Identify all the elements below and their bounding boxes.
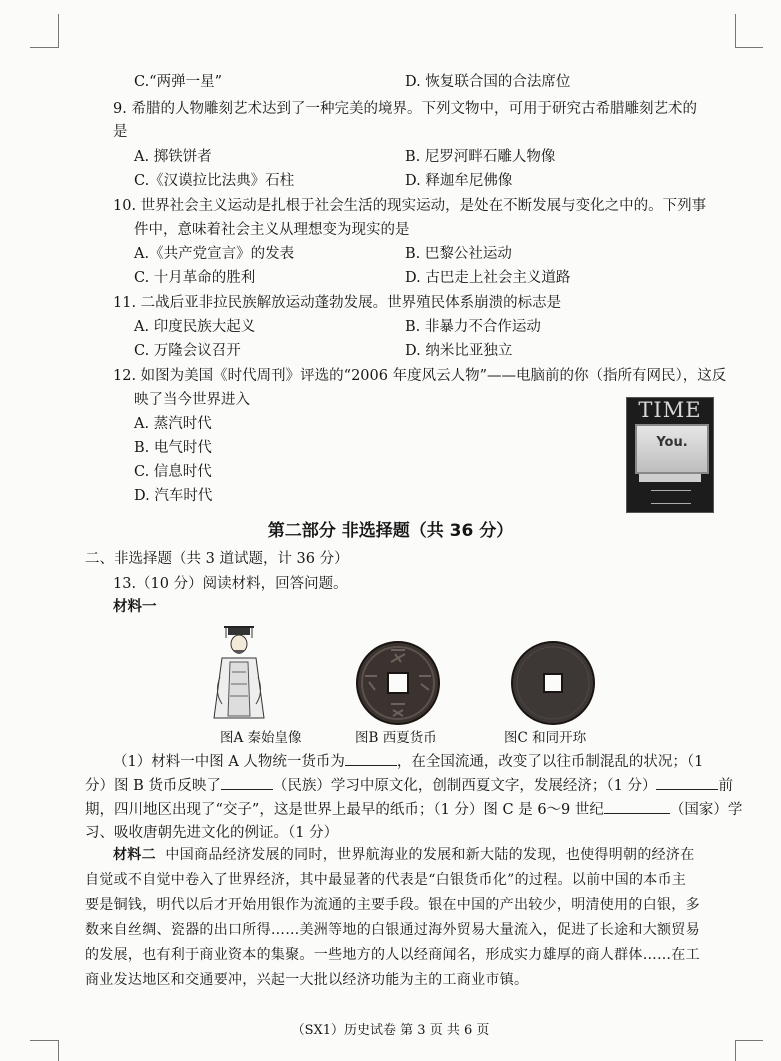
crop-mark-top-right-v (735, 14, 736, 48)
time-masthead: TIME (638, 398, 702, 422)
q12-option-d: D. 汽车时代 (134, 488, 213, 504)
answer-blank-3[interactable] (656, 775, 718, 790)
q12-option-c: C. 信息时代 (134, 464, 212, 480)
section-heading: 二、非选择题（共 3 道试题，计 36 分） (85, 551, 349, 567)
material2-line4: 数来自丝绸、瓷器的出口所得……美洲等地的白银通过海外贸易大量流入，促进了长途和大额贸易 (85, 922, 700, 938)
q8-option-c: C.“两弹一星” (134, 74, 223, 90)
q13-text-1a: （1）材料一中图 A 人物统一货币为 (113, 754, 345, 770)
part2-title: 第二部分 非选择题（共 36 分） (267, 521, 514, 541)
q12-option-a: A. 蒸汽时代 (134, 416, 212, 432)
q11-stem: 11. 二战后亚非拉民族解放运动蓬勃发展。世界殖民体系崩溃的标志是 (113, 295, 562, 311)
q12-option-b: B. 电气时代 (134, 440, 212, 456)
q10-option-d: D. 古巴走上社会主义道路 (405, 270, 571, 286)
q10-option-c: C. 十月革命的胜利 (134, 270, 256, 286)
page-footer: （SX1）历史试卷 第 3 页 共 6 页 (291, 1023, 490, 1038)
q11-option-d: D. 纳米比亚独立 (405, 343, 513, 359)
q13-part1-line4: 习、吸收唐朝先进文化的例证。（1 分） (85, 825, 339, 841)
q9-option-b: B. 尼罗河畔石雕人物像 (405, 149, 556, 165)
figure-b-caption: 图B 西夏货币 (355, 730, 437, 746)
figure-c-caption: 图C 和同开珎 (504, 730, 587, 746)
q12-stem-line2: 映了当今世界进入 (134, 392, 250, 408)
answer-blank-2[interactable] (221, 775, 273, 790)
q13-part1-line2 (85, 775, 733, 796)
crop-mark-bottom-right-v (735, 1040, 736, 1061)
q13-text-3a: 期，四川地区出现了“交子”，这是世界上最早的纸币；（1 分）图 C 是 6～9 世纪 (85, 802, 604, 818)
wado-kaichin-coin-image (510, 640, 596, 726)
q8-option-d: D. 恢复联合国的合法席位 (405, 74, 571, 90)
q13-stem: 13.（10 分）阅读材料，回答问题。 (113, 576, 348, 592)
material2-line6: 商业发达地区和交通要冲，兴起一大批以经济功能为主的工商业市镇。 (85, 972, 529, 988)
material2-line5: 的发展，也有利于商业资本的集聚。一些地方的人以经商闻名，形成实力雄厚的商人群体……在工 (85, 947, 700, 963)
q9-option-c: C.《汉谟拉比法典》石柱 (134, 173, 295, 189)
q10-option-b: B. 巴黎公社运动 (405, 246, 512, 262)
q9-option-d: D. 释迦牟尼佛像 (405, 173, 513, 189)
q13-text-2c: 前 (718, 778, 733, 794)
qin-shihuang-portrait-image (210, 622, 270, 722)
q9-stem-line2: 是 (113, 124, 128, 140)
cover-small-text (651, 490, 691, 504)
q12-stem-line1: 12. 如图为美国《时代周刊》评选的“2006 年度风云人物”——电脑前的你（指所有网民），这反 (113, 368, 727, 384)
q13-text-2a: 分）图 B 货币反映了 (85, 778, 221, 794)
cover-you-text: You. (656, 435, 688, 450)
material1-label: 材料一 (113, 599, 157, 615)
q10-stem-line2: 件中，意味着社会主义从理想变为现实的是 (134, 222, 410, 238)
crop-mark-top-left-h (30, 47, 58, 48)
q9-stem-line1: 9. 希腊的人物雕刻艺术达到了一种完美的境界。下列文物中，可用于研究古希腊雕刻艺术的 (113, 101, 697, 117)
crop-mark-bottom-left-v (58, 1040, 59, 1061)
q13-part1-line3 (85, 799, 742, 820)
q13-text-2b: （民族）学习中原文化，创制西夏文字，发展经济；（1 分） (272, 778, 657, 794)
q13-text-1b: ，在全国流通，改变了以往币制混乱的状况；（1 (396, 754, 704, 770)
q10-stem-line1: 10. 世界社会主义运动是扎根于社会生活的现实运动，是处在不断发展与变化之中的。下列事 (113, 198, 707, 214)
figure-a-caption: 图A 秦始皇像 (220, 730, 302, 746)
crop-mark-bottom-right-h (735, 1040, 763, 1041)
crop-mark-top-right-h (735, 47, 763, 48)
q11-option-b: B. 非暴力不合作运动 (405, 319, 541, 335)
q11-option-c: C. 万隆会议召开 (134, 343, 241, 359)
crop-mark-top-left-v (58, 14, 59, 48)
cover-keyboard (639, 474, 701, 482)
material2-line1 (113, 843, 695, 868)
answer-blank-4[interactable] (604, 799, 670, 814)
crop-mark-bottom-left-h (30, 1040, 58, 1041)
q11-option-a: A. 印度民族大起义 (134, 319, 256, 335)
time-magazine-cover-image (626, 397, 714, 513)
western-xia-coin-image (355, 640, 441, 726)
q13-text-3b: （国家）学 (669, 802, 743, 818)
q10-option-a: A.《共产党宣言》的发表 (134, 246, 295, 262)
material2-line2: 自觉或不自觉中卷入了世界经济，其中最显著的代表是“白银货币化”的过程。以前中国的本币主 (85, 872, 687, 888)
material2-label: 材料二 (113, 847, 156, 863)
answer-blank-1[interactable] (345, 751, 397, 766)
material2-line3: 要是铜钱，明代以后才开始用银作为流通的主要手段。银在中国的产出较少，明清使用的白银，多 (85, 897, 700, 913)
q13-part1-line1 (113, 751, 703, 772)
material2-text-1: 中国商品经济发展的同时，世界航海业的发展和新大陆的发现，也使得明朝的经济在 (165, 847, 695, 863)
q9-option-a: A. 掷铁饼者 (134, 149, 212, 165)
